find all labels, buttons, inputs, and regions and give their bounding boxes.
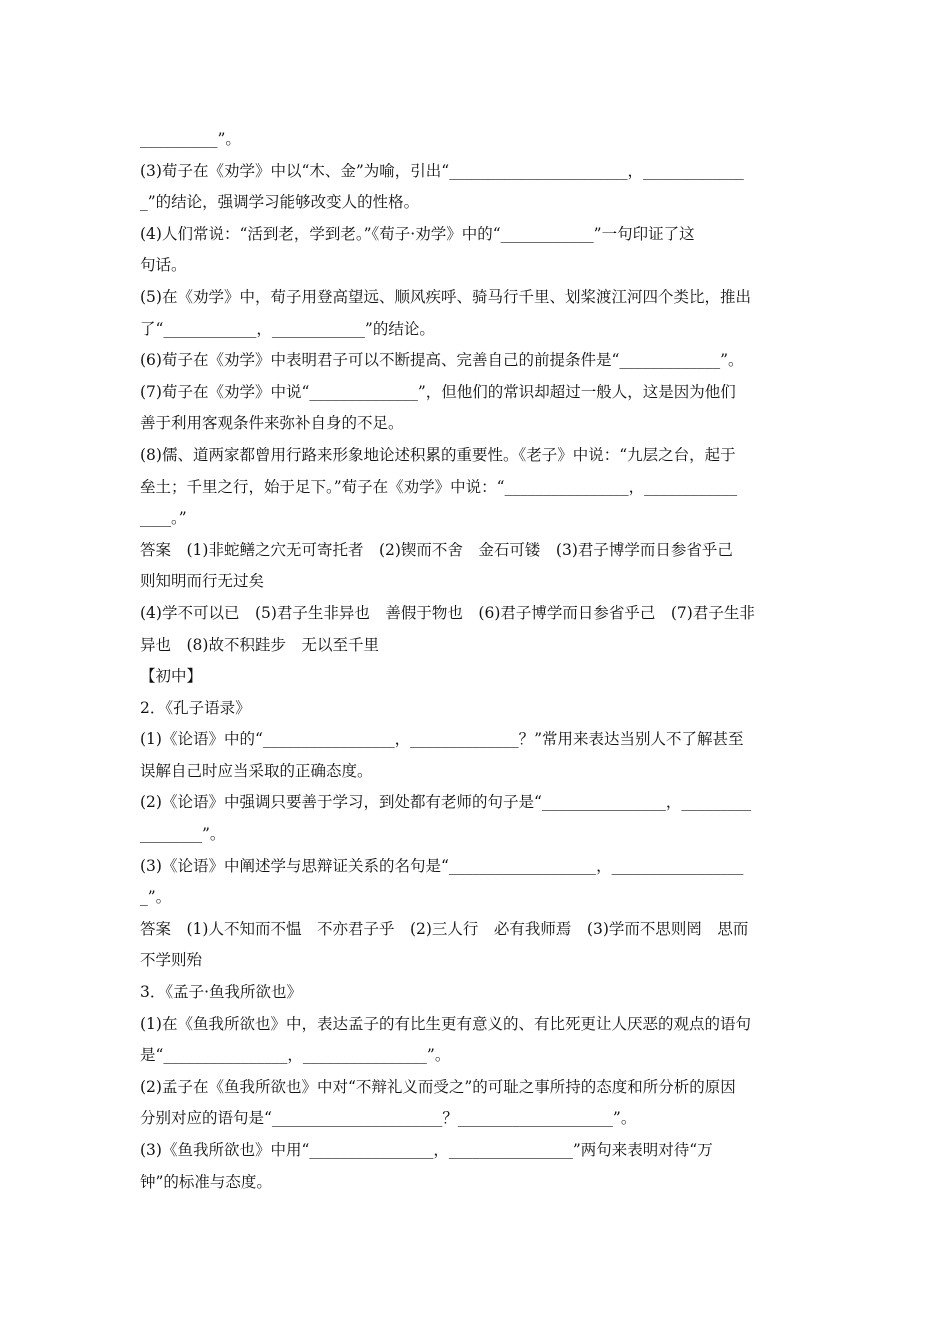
text-line: _”的结论，强调学习能够改变人的性格。 (140, 193, 420, 212)
text-line: _”。 (140, 888, 172, 907)
answer-line: 不学则殆 (140, 951, 203, 970)
text-line: __________”。 (140, 130, 241, 148)
text-line: ________”。 (140, 825, 226, 844)
text-line: 分别对应的语句是“______________________？____________________”。 (140, 1109, 637, 1128)
answer-line: 异也 (8)故不积跬步 无以至千里 (140, 635, 379, 654)
text-line: (1)在《鱼我所欲也》中，表达孟子的有比生更有意义的、有比死更让人厌恶的观点的语句 (140, 1014, 751, 1033)
text-line: 善于利用客观条件来弥补自身的不足。 (140, 414, 404, 433)
text-line: (1)《论语》中的“_________________，______________？”常用来表达当别人不了解甚至 (140, 730, 744, 749)
text-line: 是“________________，________________”。 (140, 1046, 451, 1065)
document-page (140, 124, 812, 1198)
question-heading: 2．《孔子语录》 (140, 698, 251, 717)
text-line: ____。” (140, 509, 187, 528)
text-line: 了“____________，____________”的结论。 (140, 319, 435, 338)
question-heading: 3．《孟子·鱼我所欲也》 (140, 983, 303, 1002)
text-line: (5)在《劝学》中，荀子用登高望远、顺风疾呼、骑马行千里、划桨渡江河四个类比，推出 (140, 287, 751, 306)
text-line: (3)荀子在《劝学》中以“木、金”为喻，引出“_______________________，_____________ (140, 161, 744, 180)
answer-line: 答案 (1)非蛇鳝之穴无可寄托者 (2)锲而不舍 金石可镂 (3)君子博学而日参省乎己 (140, 540, 733, 559)
text-line: (2)孟子在《鱼我所欲也》中对“不辩礼义而受之”的可耻之事所持的态度和所分析的原因 (140, 1077, 736, 1096)
section-heading: 【初中】 (140, 667, 203, 686)
text-line: 句话。 (140, 256, 187, 275)
text-line: (6)荀子在《劝学》中表明君子可以不断提高、完善自己的前提条件是“_____________”。 (140, 351, 744, 370)
answer-line: 答案 (1)人不知而不愠 不亦君子乎 (2)三人行 必有我师焉 (3)学而不思则罔 思而 (140, 919, 749, 938)
text-line: (4)人们常说：“活到老，学到老。”《荀子·劝学》中的“____________”一句印证了这 (140, 224, 695, 243)
text-line: (3)《鱼我所欲也》中用“________________，________________”两句来表明对待“万 (140, 1141, 713, 1159)
answer-line: (4)学不可以已 (5)君子生非异也 善假于物也 (6)君子博学而日参省乎己 (7)君子生非 (140, 603, 755, 622)
text-line: (8)儒、道两家都曾用行路来形象地论述积累的重要性。《老子》中说：“九层之台，起于 (140, 445, 736, 464)
text-line: (7)荀子在《劝学》中说“______________”，但他们的常识却超过一般人，这是因为他们 (140, 382, 736, 401)
text-line: (3)《论语》中阐述学与思辩证关系的名句是“___________________，_________________ (140, 856, 744, 875)
text-line: 钟”的标准与态度。 (140, 1172, 272, 1191)
answer-line: 则知明而行无过矣 (140, 572, 265, 591)
text-line: (2)《论语》中强调只要善于学习，到处都有老师的句子是“________________，_________ (140, 793, 752, 812)
text-line: 垒土；千里之行，始于足下。”荀子在《劝学》中说：“________________，____________ (140, 477, 738, 496)
text-line: 误解自己时应当采取的正确态度。 (140, 761, 373, 780)
